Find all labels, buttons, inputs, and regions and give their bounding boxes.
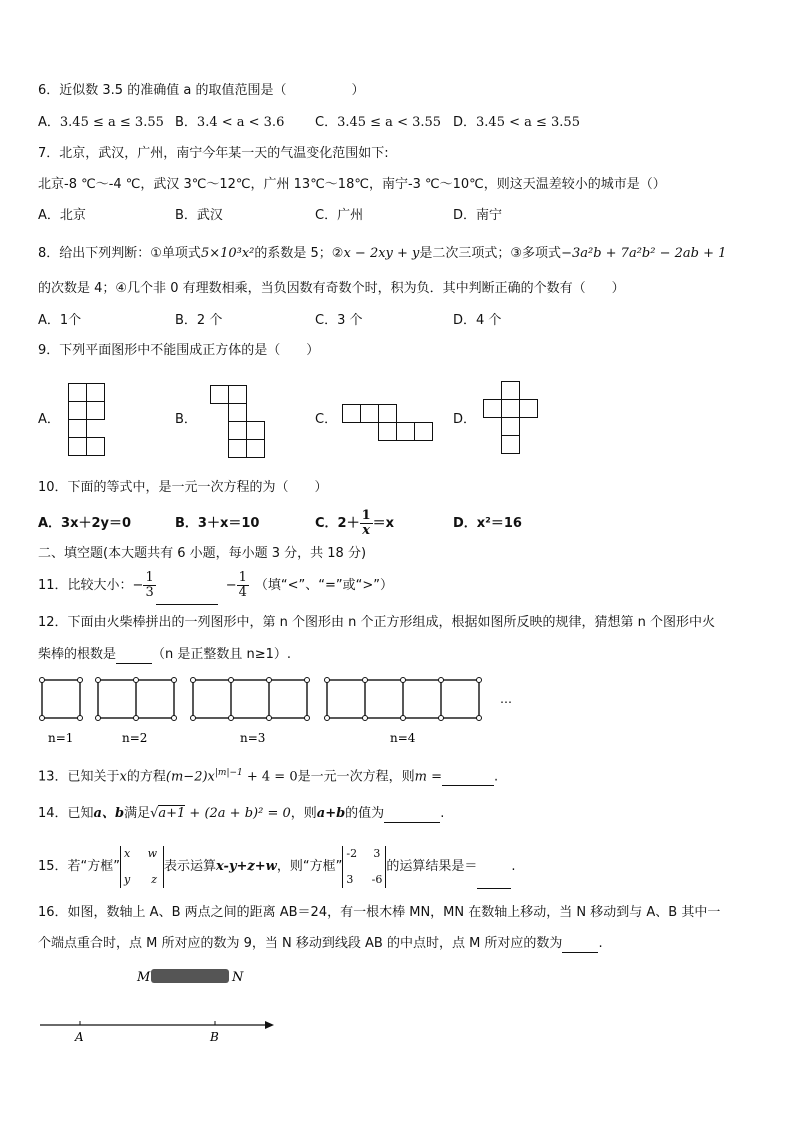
q9-stem: 9．下列平面图形中不能围成正方体的是（ ）	[38, 343, 320, 358]
q9-label-d: D．	[453, 412, 477, 427]
point-n-label: N	[232, 970, 244, 985]
q7-option-b: B．武汉	[175, 208, 223, 223]
q9-label-b: B．	[175, 412, 197, 427]
q11: 11．比较大小：− $\frac{1}{3}$ − $\frac{1}{4}$ （填“<”、“=”或“>”）	[38, 567, 393, 605]
q8-option-b: B．2 个	[175, 313, 223, 328]
q10-option-a: A．3x＋2y＝0	[38, 516, 132, 531]
figure-ellipsis: …	[500, 692, 512, 706]
point-m-label: M	[137, 970, 151, 985]
q7-option-d: D．南宁	[453, 208, 503, 223]
q8-option-d: D．4 个	[453, 313, 502, 328]
section-2-heading: 二、填空题(本大题共有 6 小题，每小题 3 分，共 18 分)	[38, 546, 367, 561]
q6-stem: 6．近似数 3.5 的准确值 a 的取值范围是（ ）	[38, 83, 365, 98]
q6-option-b: B．3.4 < a < 3.6	[175, 115, 285, 130]
operation-box-variables: x w y z	[120, 846, 164, 888]
operation-box-numbers: -2 3 3 -6	[342, 846, 386, 888]
number-line-figure	[0, 960, 794, 1050]
figure-label-n3: n=3	[240, 731, 266, 745]
q13: 13．已知关于x的方程$(m-2)x^{|m|-1} + 4 = 0$是一元一次方程，则m = .	[38, 768, 499, 785]
q6-option-a: A．3.45 ≤ a ≤ 3.55	[38, 115, 164, 130]
q14: 14．已知a、b满足√a+1 + (2a + b)² = 0，则a+b的值为 .	[38, 806, 445, 821]
q9-label-a: A．	[38, 412, 60, 427]
q8-option-a: A．1个	[38, 313, 82, 328]
q7-stem: 7．北京，武汉，广州，南宁今年某一天的气温变化范围如下:	[38, 146, 389, 161]
q8-option-c: C．3 个	[315, 313, 363, 328]
figure-label-n4: n=4	[390, 731, 416, 745]
q10-option-d: D．x²＝16	[453, 516, 522, 531]
q7-detail: 北京-8 ℃～-4 ℃，武汉 3℃～12℃，广州 13℃～18℃，南宁-3 ℃～10℃，则这天温差较小的城市是（）	[38, 177, 666, 192]
figure-label-n2: n=2	[122, 731, 148, 745]
q10-option-c: C．2＋ $\frac{1}{x}$ ＝x	[315, 508, 395, 538]
q10-option-b: B．3＋x＝10	[175, 516, 260, 531]
q15: 15．若“方框” x w y z 表示运算x-y+z+w，则“方框” -2 3 3 -6 的运算结果是＝ .	[38, 845, 516, 889]
q8-line1: 8．给出下列判断：①单项式5×10³x²的系数是 5；②x − 2xy + y是二次三项式；③多项式−3a²b + 7a²b² − 2ab + 1	[38, 246, 727, 261]
stick-mn	[151, 969, 229, 983]
q16-line1: 16．如图，数轴上 A、B 两点之间的距离 AB＝24，有一根木棒 MN，MN 在数轴上移动，当 N 移动到与 A、B 其中一	[38, 905, 721, 920]
q9-label-c: C．	[315, 412, 338, 427]
q6-option-c: C．3.45 ≤ a < 3.55	[315, 115, 442, 130]
q7-option-a: A．北京	[38, 208, 86, 223]
q12-line2: 柴棒的根数是 （n 是正整数且 n≥1）.	[38, 647, 292, 662]
axis-arrow	[265, 1021, 274, 1029]
q6-option-d: D．3.45 < a ≤ 3.55	[453, 115, 580, 130]
point-a-label: A	[75, 1030, 84, 1044]
q10-stem: 10．下面的等式中，是一元一次方程的为（ ）	[38, 480, 328, 495]
q12-line1: 12．下面由火柴棒拼出的一列图形中，第 n 个图形由 n 个正方形组成，根据如图所反映的规律，猜想第 n 个图形中火	[38, 615, 716, 630]
matchstick-figures	[0, 670, 794, 750]
figure-label-n1: n=1	[48, 731, 74, 745]
q16-line2: 个端点重合时，点 M 所对应的数为 9，当 N 移动到线段 AB 的中点时，点 M 所对应的数为 .	[38, 936, 603, 951]
q8-line2: 的次数是 4；④几个非 0 有理数相乘，当负因数有奇数个时，积为负．其中判断正确的个数有（ ）	[38, 281, 625, 296]
point-b-label: B	[210, 1030, 219, 1044]
q7-option-c: C．广州	[315, 208, 364, 223]
